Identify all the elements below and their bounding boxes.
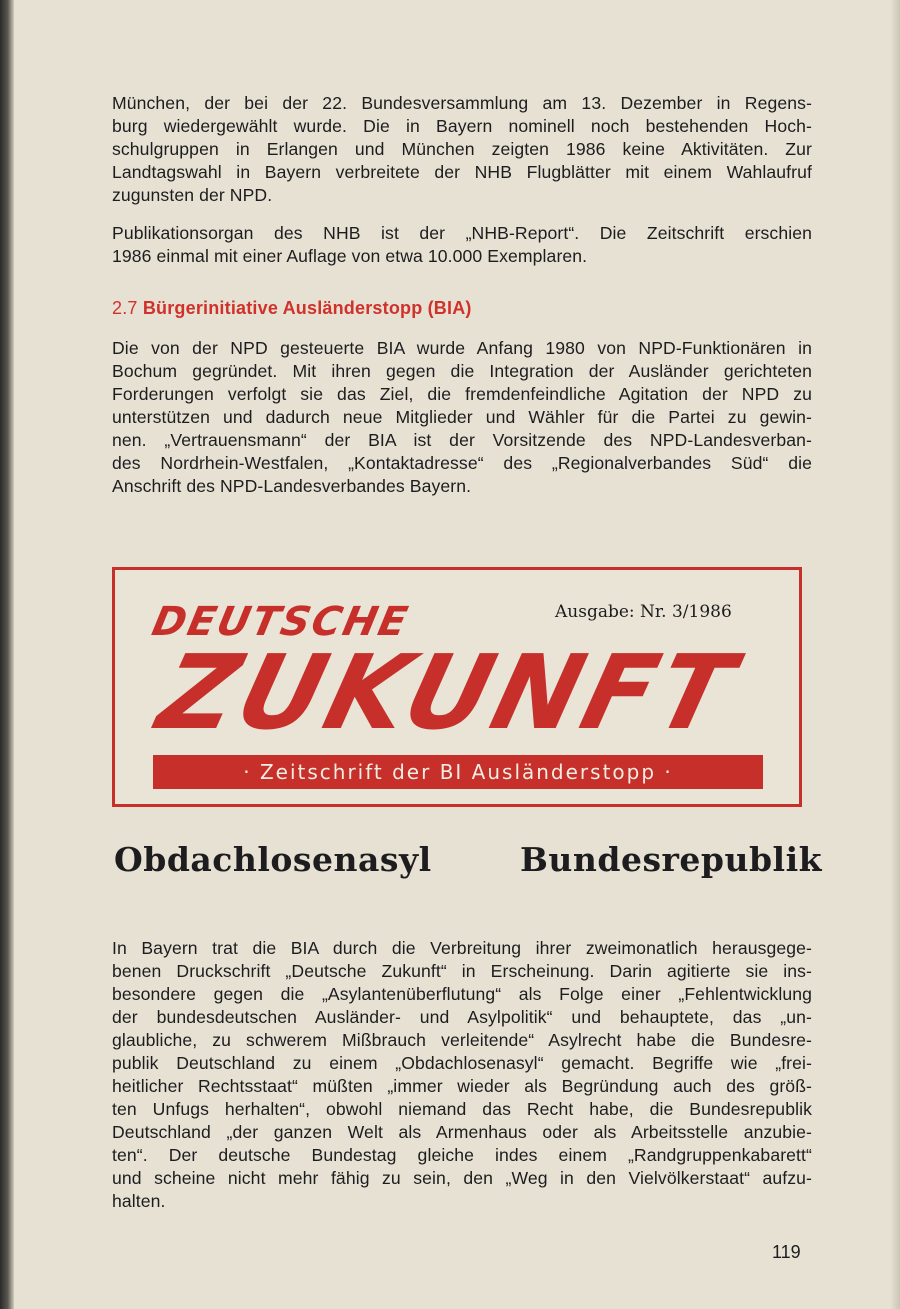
text-line: nen. „Vertrauensmann“ der BIA ist der Vorsitzende des NPD-Landesverban- xyxy=(112,430,812,450)
text-line: publik Deutschland zu einem „Obdachlosenasyl“ gemacht. Begriffe wie „frei- xyxy=(112,1053,812,1073)
text-line: benen Druckschrift „Deutsche Zukunft“ in Erscheinung. Darin agitierte sie ins- xyxy=(112,961,812,981)
text-line: ten“. Der deutsche Bundestag gleiche indes einem „Randgruppenkabarett“ xyxy=(112,1145,812,1165)
text-line: Landtagswahl in Bayern verbreitete der NHB Flugblätter mit einem Wahlaufruf xyxy=(112,162,812,182)
masthead-top-word: DEUTSCHE xyxy=(148,599,414,645)
text-line: des Nordrhein-Westfalen, „Kontaktadresse“ des „Regionalverbandes Süd“ die xyxy=(112,453,812,473)
paragraph-nhb-publication xyxy=(112,222,812,268)
text-line: burg wiedergewählt wurde. Die in Bayern nominell noch bestehenden Hoch- xyxy=(112,116,812,136)
text-line: ten Unfugs herhalten“, obwohl niemand das Recht habe, die Bundesrepublik xyxy=(112,1099,812,1119)
text-line: Bochum gegründet. Mit ihren gegen die Integration der Ausländer gerichteten xyxy=(112,361,812,381)
text-line: Forderungen verfolgt sie das Ziel, die fremdenfeindliche Agitation der NPD zu xyxy=(112,384,812,404)
text-line: halten. xyxy=(112,1191,166,1211)
text-line: unterstützen und dadurch neue Mitglieder und Wähler für die Partei zu gewin- xyxy=(112,407,812,427)
text-line: heitlicher Rechtsstaat“ müßten „immer wieder als Begründung auch des größ- xyxy=(112,1076,812,1096)
text-line: Deutschland „der ganzen Welt als Armenhaus oder als Arbeitsstelle anzubie- xyxy=(112,1122,812,1142)
masthead-tagline: · Zeitschrift der BI Ausländerstopp · xyxy=(153,755,763,789)
text-line: glaubliche, zu schwerem Mißbrauch verleitende“ Asylrecht habe die Bundesre- xyxy=(112,1030,812,1050)
paragraph-bia-founding xyxy=(112,337,812,498)
page-edge xyxy=(890,0,900,1309)
text-line: schulgruppen in Erlangen und München zeigten 1986 keine Aktivitäten. Zur xyxy=(112,139,812,159)
paragraph-deutsche-zukunft xyxy=(112,937,812,1213)
section-heading xyxy=(112,296,472,320)
text-line: Die von der NPD gesteuerte BIA wurde Anfang 1980 von NPD-Funktionären in xyxy=(112,338,812,358)
text-line: und scheine nicht mehr fähig zu sein, den „Weg in den Vielvölkerstaat“ aufzu- xyxy=(112,1168,812,1188)
text-line: besondere gegen die „Asylantenüberflutung“ als Folge einer „Fehlentwicklung xyxy=(112,984,812,1004)
text-line: In Bayern trat die BIA durch die Verbreitung ihrer zweimonatlich herausgege- xyxy=(112,938,812,958)
text-line: zugunsten der NPD. xyxy=(112,185,273,205)
masthead-title: ZUKUNFT xyxy=(147,634,748,753)
book-spine-shadow xyxy=(0,0,14,1309)
section-title: Bürgerinitiative Ausländerstopp (BIA) xyxy=(142,298,472,318)
newspaper-masthead xyxy=(112,567,802,807)
text-line: München, der bei der 22. Bundesversammlung am 13. Dezember in Regens- xyxy=(112,93,812,113)
text-line: Publikationsorgan des NHB ist der „NHB-Report“. Die Zeitschrift erschien xyxy=(112,223,812,243)
text-line: 1986 einmal mit einer Auflage von etwa 10.000 Exemplaren. xyxy=(112,246,588,266)
paragraph-nhb-activities xyxy=(112,92,812,207)
masthead-issue: Ausgabe: Nr. 3/1986 xyxy=(555,602,732,622)
section-number: 2.7 xyxy=(112,298,138,318)
text-line: Anschrift des NPD-Landesverbandes Bayern. xyxy=(112,476,472,496)
page-number: 119 xyxy=(772,1242,801,1262)
text-line: der bundesdeutschen Ausländer- und Asylpolitik“ und behauptete, das „un- xyxy=(112,1007,812,1027)
clipping-title-right: Bundesrepublik xyxy=(520,840,822,879)
clipping-title-left: Obdachlosenasyl xyxy=(114,840,432,879)
